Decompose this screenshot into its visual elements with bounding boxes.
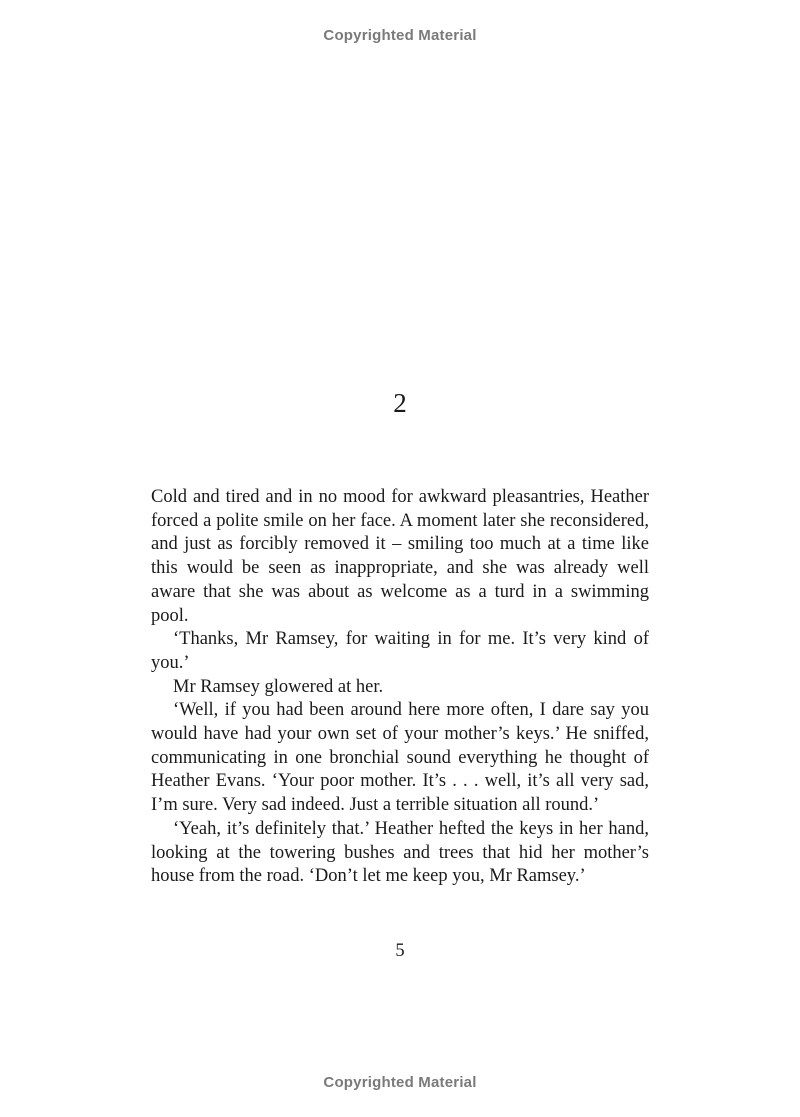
paragraph: ‘Yeah, it’s definitely that.’ Heather hefted the keys in her hand, looking at the towering bushes and trees that hid her mother’s house from the road. ‘Don’t let me keep you, Mr Ramsey.’ <box>151 818 649 887</box>
copyright-watermark-top: Copyrighted Material <box>323 27 477 44</box>
chapter-number: 2 <box>393 388 407 418</box>
paragraph: ‘Well, if you had been around here more often, I dare say you would have had your own set of your mother’s keys.’ He sniffed, communicating in one bronchial sound everything he thought of Heather Evans. ‘Your poor mother. It’s . . . well, it’s all very sad, I’m sure. Very sad indeed. Just a terrible situation all round.’ <box>151 700 649 816</box>
paragraph: ‘Thanks, Mr Ramsey, for waiting in for me. It’s very kind of you.’ <box>151 629 649 673</box>
page-number: 5 <box>395 941 405 961</box>
copyright-watermark-bottom: Copyrighted Material <box>323 1074 477 1091</box>
chapter-body <box>151 486 649 889</box>
paragraph: Cold and tired and in no mood for awkward pleasantries, Heather forced a polite smile on her face. A moment later she reconsidered, and just as forcibly removed it – smiling too much at a time like this would be seen as inappropriate, and she was already well aware that she was about as welcome as a turd in a swimming pool. <box>151 487 649 626</box>
paragraph: Mr Ramsey glowered at her. <box>173 676 384 697</box>
